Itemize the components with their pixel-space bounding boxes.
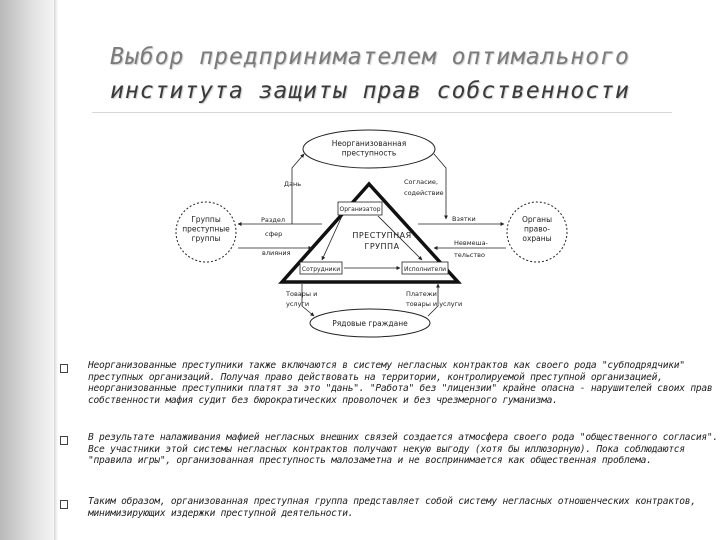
arrow-vzyatki-label: Взятки: [452, 215, 476, 223]
arrow-razdel-label-3: влияния: [262, 249, 291, 257]
inner-box-executors-label: Исполнители: [404, 266, 446, 273]
ellipse-unorganized-crime-label: Неорганизованная преступность: [331, 139, 407, 158]
bullet-item: [54, 432, 720, 467]
title-divider: [92, 112, 672, 113]
arrow-soglasie-label-2: содействие: [404, 189, 444, 197]
ellipse-criminal-groups-label: Группы преступные группы: [182, 215, 230, 243]
ellipse-citizens-label: Рядовые граждане: [332, 319, 408, 328]
arrow-dan: [292, 154, 304, 224]
arrow-razdel-label-1: Раздел: [261, 216, 286, 224]
bullet-box-icon: [60, 500, 68, 509]
bullet-text: В результате налаживания мафией негласных внешних связей создается атмосфера своего рода "общественного согласия". Все участники этой системы негласных контрактов получают некую выгоду (хотя бы иллюзорную). Пока соблюдаются "правила игры", организованная преступность малозаметна и не воспринимается как общественная проблема.: [88, 432, 718, 466]
bullet-box-icon: [60, 364, 68, 373]
bullet-text: Таким образом, организованная преступная группа представляет собой систему негласных отношенческих контрактов, минимизирующих издержки преступной деятельности.: [88, 496, 696, 519]
arrow-soglasie: [434, 154, 446, 219]
bullet-item: [54, 496, 720, 519]
ellipse-law-enforcement-label: Органы право-охраны: [521, 215, 553, 243]
inner-box-staff-label: Сотрудники: [301, 266, 341, 273]
bullet-item: [54, 360, 720, 406]
center-label-line1: ПРЕСТУПНАЯ: [352, 231, 412, 240]
bullet-text: Неорганизованные преступники также включаются в систему негласных контрактов как своего рода "субподрядчики" преступных организаций. Получая право действовать на территории, контролируемой преступной организацией, неорганизованные преступники платят за это "дань". "Работа" без "лицензии" крайне опасна - нарушителей своих прав собственности мафия судит без бюрократических проволочек и без чрезмерного гуманизма.: [88, 360, 713, 406]
title-line-2: института защиты прав собственности: [110, 78, 630, 104]
left-decor-band: [0, 0, 58, 540]
bullet-box-icon: [60, 436, 68, 445]
arrow-tovary-label-1: Товары и: [286, 290, 318, 298]
arrow-nevmesh-label-2: тельство: [454, 251, 485, 259]
arrow-soglasie-label-1: Согласие,: [404, 178, 438, 186]
arrow-nevmesh-label-1: Невмеша-: [454, 239, 488, 247]
arrow-platezh-label-2: товары и услуги: [406, 300, 463, 308]
arrow-razdel-label-2: сфер: [265, 230, 283, 238]
arrow-dan-label: Дань: [284, 180, 302, 188]
arrow-tovary-label-2: услуги: [286, 300, 310, 308]
contracts-diagram: [172, 124, 592, 354]
inner-arrow-left: [322, 216, 342, 260]
slide-title: [60, 40, 680, 108]
arrow-platezh-label-1: Платежи: [406, 290, 437, 298]
title-line-1: Выбор предпринимателем оптимального: [110, 44, 630, 70]
center-label-line2: ГРУППА: [364, 242, 400, 251]
inner-box-organizer-label: Организатор: [339, 206, 381, 213]
